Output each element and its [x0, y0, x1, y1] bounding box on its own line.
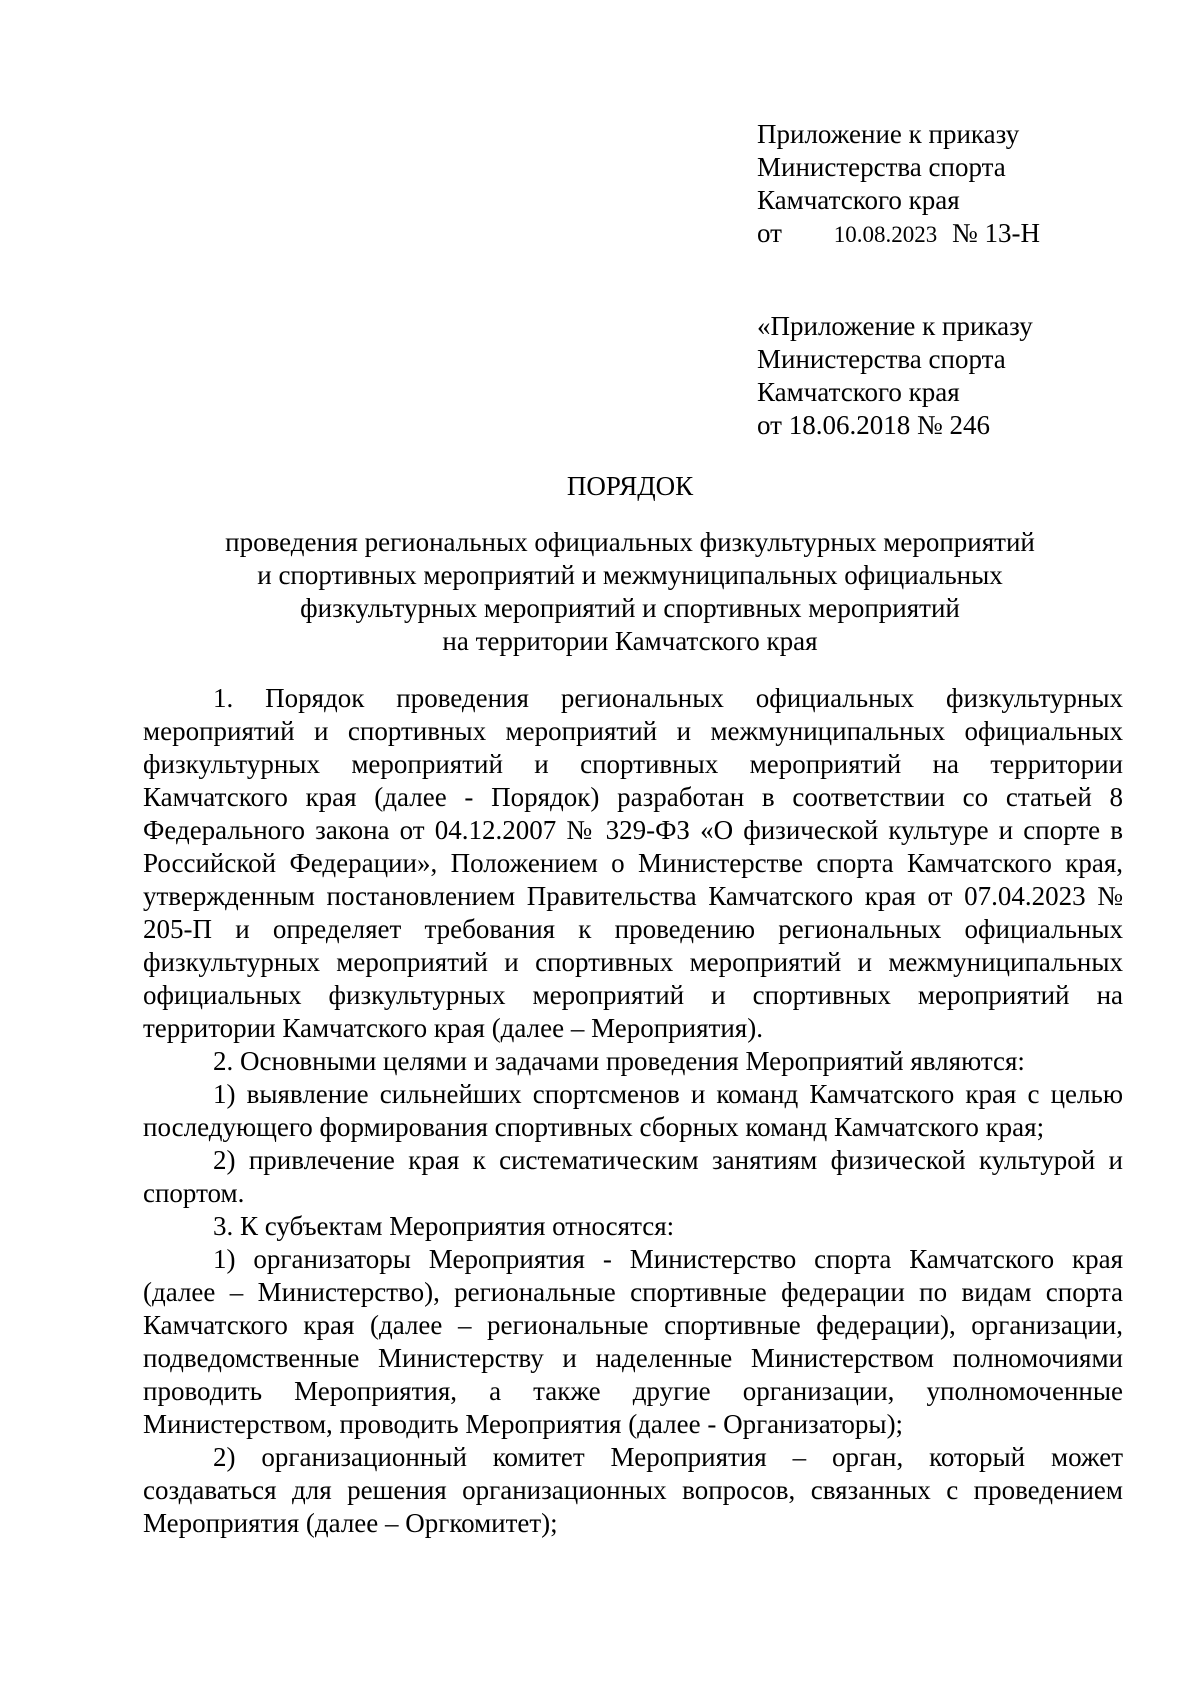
paragraph-3: 3. К субъектам Мероприятия относятся:	[213, 1211, 675, 1241]
approval-line: «Приложение к приказу	[757, 311, 1033, 341]
subtitle-line: физкультурных мероприятий и спортивных мероприятий	[300, 593, 960, 623]
document-title: ПОРЯДОК	[566, 471, 694, 501]
approval-line: Камчатского края	[757, 185, 960, 215]
document-body	[143, 682, 1123, 1540]
approval-date-line	[757, 217, 1117, 251]
document-subtitle	[130, 526, 1130, 658]
order-date: 10.08.2023	[833, 222, 938, 247]
approval-line: Приложение к приказу	[757, 119, 1020, 149]
approval-line: от 18.06.2018 № 246	[757, 410, 990, 440]
paragraph-2-item-2: 2) привлечение края к систематическим занятиям физической культурой и спортом.	[143, 1145, 1123, 1208]
approval-stamp-previous	[757, 310, 1117, 442]
paragraph-2-item-1: 1) выявление сильнейших спортсменов и команд Камчатского края с целью последующего формирования спортивных сборных команд Камчатского края;	[143, 1079, 1123, 1142]
approval-line: Министерства спорта	[757, 152, 1006, 182]
paragraph-3-item-1: 1) организаторы Мероприятия - Министерство спорта Камчатского края (далее – Министерство), региональные спортивные федерации по видам спорта Камчатского края (далее – региональные спортивные федерации), организации, подведомственные Министерству и наделенные Министерством полномочиями проводить Мероприятия, а также другие организации, уполномоченные Министерством, проводить Мероприятия (далее - Организаторы);	[143, 1244, 1123, 1439]
approval-line: Камчатского края	[757, 377, 960, 407]
paragraph-3-item-2: 2) организационный комитет Мероприятия – орган, который может создаваться для решения организационных вопросов, связанных с проведением Мероприятия (далее – Оргкомитет);	[143, 1442, 1123, 1538]
subtitle-line: на территории Камчатского края	[442, 626, 818, 656]
order-number: № 13-Н	[952, 218, 1041, 248]
document-heading	[130, 468, 1130, 658]
date-prefix: от	[757, 218, 782, 248]
approval-line: Министерства спорта	[757, 344, 1006, 374]
paragraph-1: 1. Порядок проведения региональных официальных физкультурных мероприятий и спортивных мероприятий и межмуниципальных официальных физкультурных мероприятий и спортивных мероприятий на территории Камчатского края (далее - Порядок) разработан в соответствии со статьей 8 Федерального закона от 04.12.2007 № 329-ФЗ «О физической культуре и спорте в Российской Федерации», Положением о Министерстве спорта Камчатского края, утвержденным постановлением Правительства Камчатского края от 07.04.2023 № 205-П и определяет требования к проведению региональных официальных физкультурных мероприятий и спортивных мероприятий и межмуниципальных официальных физкультурных мероприятий и спортивных мероприятий на территории Камчатского края (далее – Мероприятия).	[143, 683, 1123, 1043]
paragraph-2: 2. Основными целями и задачами проведения Мероприятий являются:	[213, 1046, 1025, 1076]
subtitle-line: и спортивных мероприятий и межмуниципальных официальных	[257, 560, 1003, 590]
subtitle-line: проведения региональных официальных физкультурных мероприятий	[225, 527, 1035, 557]
approval-stamp-current	[757, 118, 1117, 251]
